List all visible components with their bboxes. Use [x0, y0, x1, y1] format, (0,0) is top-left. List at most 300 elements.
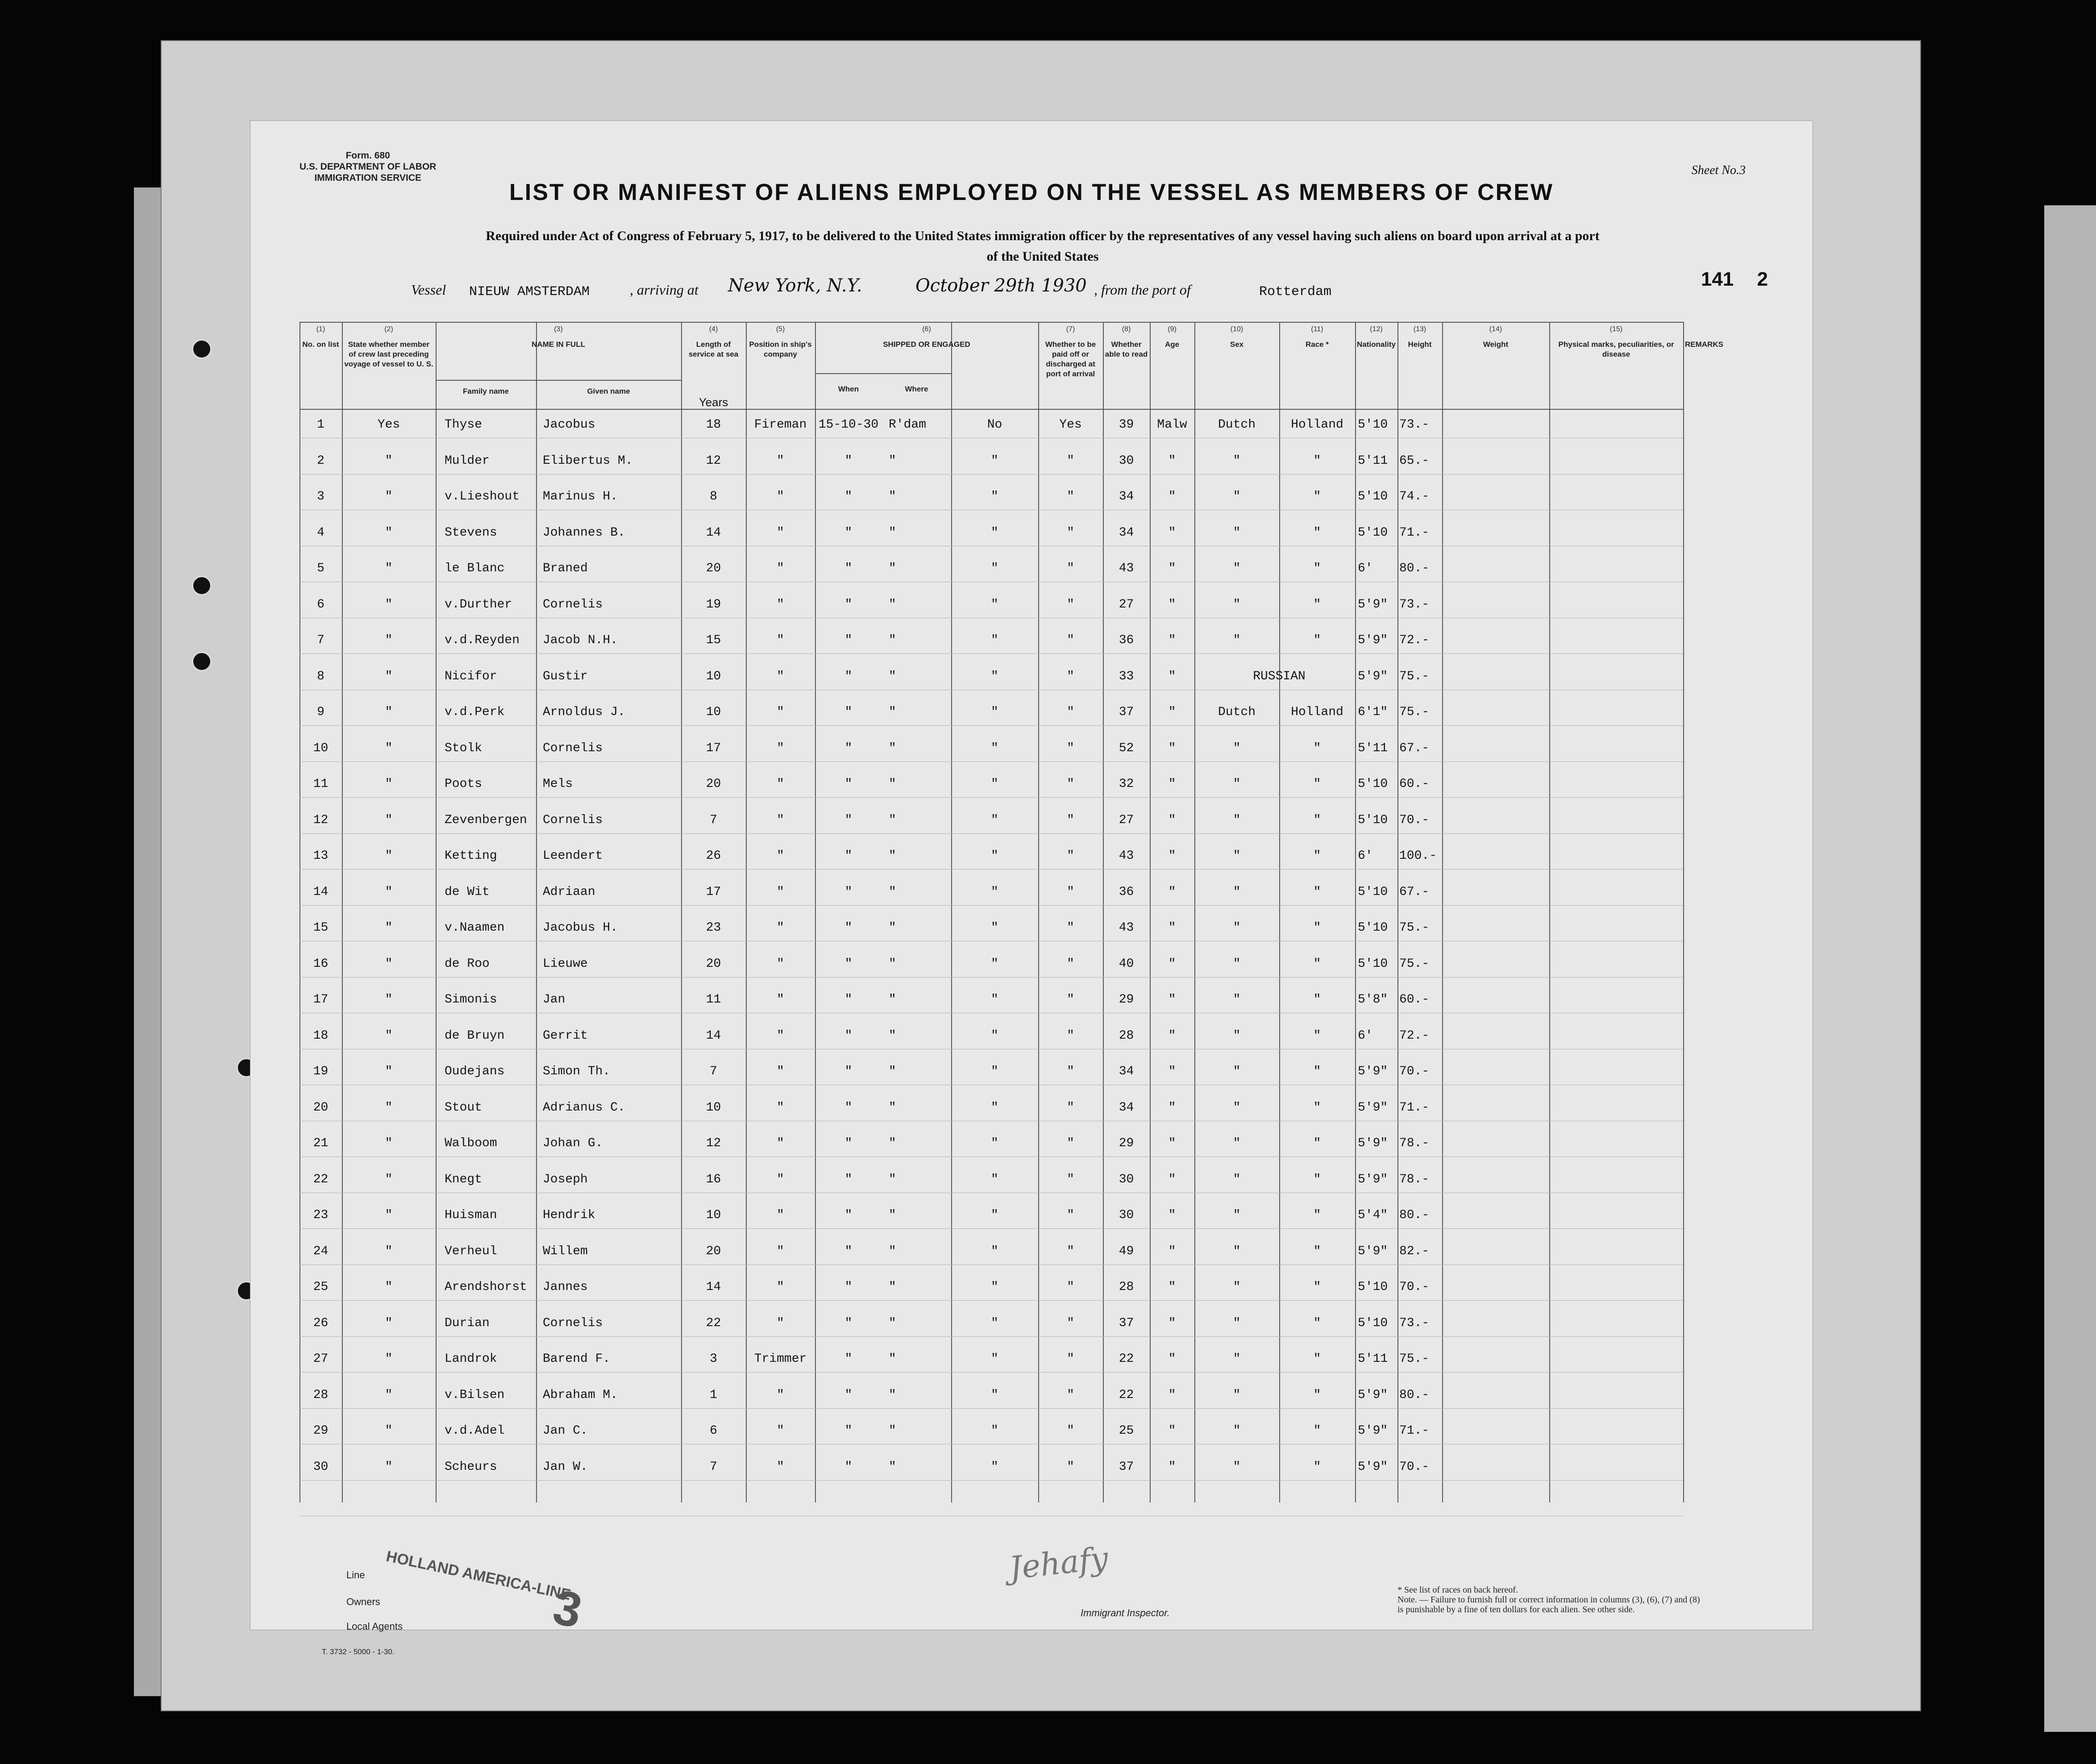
- cell-family: Landrok: [445, 1352, 497, 1366]
- cell-race: ": [1233, 597, 1241, 612]
- cell-sex: ": [1168, 597, 1176, 612]
- column-number: (9): [1168, 325, 1177, 333]
- cell-read: ": [1067, 1244, 1074, 1258]
- cell-no: 8: [317, 669, 324, 683]
- cell-weight: 60.-: [1399, 777, 1430, 791]
- cell-height: 5'10: [1358, 921, 1388, 935]
- cell-age: 32: [1119, 777, 1134, 791]
- cell-prev: Yes: [377, 418, 400, 432]
- cell-sex: ": [1168, 669, 1176, 683]
- cell-nat: ": [1313, 1208, 1321, 1222]
- cell-nat: ": [1313, 885, 1321, 899]
- cell-when: ": [844, 1352, 853, 1366]
- column-header: Whether able to read: [1105, 340, 1148, 358]
- cell-race: ": [1233, 1136, 1241, 1150]
- cell-family: v.d.Perk: [445, 705, 505, 719]
- column-header: Race *: [1306, 340, 1329, 349]
- cell-paid: No: [987, 418, 1002, 432]
- punch-hole: [192, 652, 212, 671]
- footnote-2: Note. — Failure to furnish full or correct information in columns (3), (6), (7) and (8): [1397, 1595, 1700, 1605]
- cell-read: ": [1067, 993, 1074, 1007]
- column-number: (6): [922, 325, 931, 333]
- cell-years: 26: [706, 849, 721, 863]
- cell-when: ": [844, 1388, 853, 1402]
- cell-nat: ": [1313, 1424, 1321, 1438]
- footnote: [1397, 1585, 1763, 1614]
- cell-prev: ": [385, 669, 393, 683]
- owners-label: Owners: [346, 1596, 380, 1607]
- cell-sex: ": [1168, 957, 1176, 971]
- cell-paid: ": [991, 1424, 998, 1438]
- column-header: SHIPPED OR ENGAGED: [883, 340, 970, 349]
- cell-where: ": [889, 1352, 896, 1366]
- cell-race: ": [1233, 453, 1241, 468]
- column-header: Position in ship's company: [749, 340, 812, 358]
- cell-weight: 70.-: [1399, 813, 1430, 827]
- cell-no: 21: [313, 1136, 329, 1150]
- cell-years: 20: [706, 1244, 721, 1258]
- cell-weight: 80.-: [1399, 562, 1430, 575]
- cell-where: ": [889, 1065, 896, 1078]
- column-number: (3): [554, 325, 563, 333]
- cell-years: 3: [710, 1352, 717, 1366]
- cell-no: 15: [313, 921, 329, 935]
- cell-sex: ": [1168, 741, 1176, 755]
- cell-sex: ": [1168, 1316, 1176, 1330]
- cell-weight: 78.-: [1399, 1172, 1430, 1186]
- cell-position: ": [777, 1065, 784, 1078]
- cell-nat: ": [1313, 957, 1321, 971]
- row-rule: [299, 1480, 1683, 1481]
- cell-when: ": [844, 957, 853, 971]
- cell-where: ": [889, 525, 896, 540]
- cell-given: Elibertus M.: [543, 453, 633, 468]
- cell-paid: ": [991, 957, 998, 971]
- column-number: (4): [709, 325, 718, 333]
- cell-sex: ": [1168, 705, 1176, 719]
- cell-when: ": [844, 849, 853, 863]
- cell-where: ": [889, 1388, 896, 1402]
- cell-age: 34: [1119, 525, 1134, 540]
- cell-height: 6': [1358, 849, 1373, 863]
- row-rule: [299, 905, 1683, 906]
- cell-when: ": [844, 741, 853, 755]
- column-number: (7): [1066, 325, 1075, 333]
- cell-when: ": [844, 490, 853, 503]
- cell-height: 5'10: [1358, 490, 1388, 503]
- cell-height: 5'10: [1358, 813, 1388, 827]
- cell-position: Trimmer: [754, 1352, 807, 1366]
- cell-given: Jacob N.H.: [543, 633, 618, 647]
- cell-nat: ": [1313, 921, 1321, 935]
- cell-family: Durian: [445, 1316, 490, 1330]
- sheet-mark: 3: [548, 1579, 587, 1639]
- cell-sex: ": [1168, 1028, 1176, 1043]
- cell-nat: ": [1313, 993, 1321, 1007]
- cell-weight: 73.-: [1399, 597, 1430, 612]
- cell-years: 20: [706, 957, 721, 971]
- cell-when: ": [844, 453, 853, 468]
- cell-read: ": [1067, 597, 1074, 612]
- cell-sex: ": [1168, 562, 1176, 575]
- cell-height: 5'11: [1358, 1352, 1388, 1366]
- cell-no: 25: [313, 1280, 329, 1294]
- cell-sex: ": [1168, 1352, 1176, 1366]
- cell-age: 36: [1119, 633, 1134, 647]
- subtitle-line-2: of the United States: [986, 249, 1099, 264]
- line-label: Line: [346, 1569, 365, 1581]
- cell-where: R'dam: [889, 418, 927, 432]
- cell-age: 36: [1119, 885, 1134, 899]
- cell-height: 5'9": [1358, 1172, 1388, 1186]
- from-port-label: , from the port of: [1094, 282, 1191, 298]
- local-agents-label: Local Agents: [346, 1621, 403, 1632]
- cell-weight: 65.-: [1399, 453, 1430, 468]
- cell-height: 5'9": [1358, 1100, 1388, 1115]
- cell-age: 43: [1119, 849, 1134, 863]
- cell-nat: ": [1313, 1172, 1321, 1186]
- cell-height: 5'11: [1358, 453, 1388, 468]
- cell-years: 14: [706, 1028, 721, 1043]
- cell-prev: ": [385, 849, 393, 863]
- sheet-number-label: Sheet No.3: [1691, 163, 1746, 177]
- cell-when: ": [844, 597, 853, 612]
- crew-table: [299, 322, 1723, 1639]
- cell-prev: ": [385, 1028, 393, 1043]
- column-header: REMARKS: [1685, 340, 1723, 349]
- cell-sex: ": [1168, 1388, 1176, 1402]
- cell-sex: ": [1168, 993, 1176, 1007]
- cell-race: ": [1233, 633, 1241, 647]
- cell-no: 6: [317, 597, 324, 612]
- cell-age: 29: [1119, 1136, 1134, 1150]
- cell-prev: ": [385, 453, 393, 468]
- cell-sex: ": [1168, 921, 1176, 935]
- cell-age: 30: [1119, 1172, 1134, 1186]
- cell-age: 37: [1119, 1316, 1134, 1330]
- cell-no: 16: [313, 957, 329, 971]
- cell-position: ": [777, 1388, 784, 1402]
- cell-family: Stout: [445, 1100, 482, 1115]
- cell-paid: ": [991, 885, 998, 899]
- column-header: No. on list: [302, 340, 339, 349]
- column-subheader: Where: [905, 385, 928, 393]
- cell-age: 22: [1119, 1352, 1134, 1366]
- column-rule: [436, 322, 437, 1502]
- cell-prev: ": [385, 1460, 393, 1474]
- cell-height: 5'9": [1358, 597, 1388, 612]
- cell-where: ": [889, 669, 896, 683]
- cell-sex: ": [1168, 1172, 1176, 1186]
- cell-height: 5'8": [1358, 993, 1388, 1007]
- arrival-date: October 29th 1930: [915, 275, 1087, 296]
- cell-nat: ": [1313, 1388, 1321, 1402]
- cell-years: 12: [706, 1136, 721, 1150]
- column-number: (15): [1609, 325, 1623, 333]
- column-number: (13): [1413, 325, 1426, 333]
- cell-years: 10: [706, 1100, 721, 1115]
- cell-prev: ": [385, 1100, 393, 1115]
- cell-family: de Roo: [445, 957, 490, 971]
- cell-when: ": [844, 1136, 853, 1150]
- holland-america-stamp: HOLLAND AMERICA-LINE: [384, 1548, 573, 1604]
- cell-when: ": [844, 921, 853, 935]
- cell-years: 22: [706, 1316, 721, 1330]
- cell-nat: ": [1313, 1352, 1321, 1366]
- cell-sex: ": [1168, 1460, 1176, 1474]
- cell-given: Jan C.: [543, 1424, 588, 1438]
- column-number: (5): [776, 325, 785, 333]
- cell-paid: ": [991, 705, 998, 719]
- cell-race: ": [1233, 1028, 1241, 1043]
- cell-no: 13: [313, 849, 329, 863]
- cell-sex: ": [1168, 1280, 1176, 1294]
- cell-when: ": [844, 1208, 853, 1222]
- from-port: Rotterdam: [1259, 284, 1332, 300]
- cell-paid: ": [991, 1316, 998, 1330]
- cell-height: 5'9": [1358, 1244, 1388, 1258]
- cell-weight: 72.-: [1399, 1028, 1430, 1043]
- cell-paid: ": [991, 453, 998, 468]
- cell-age: 33: [1119, 669, 1134, 683]
- cell-read: ": [1067, 1352, 1074, 1366]
- cell-when: ": [844, 993, 853, 1007]
- cell-when: ": [844, 777, 853, 791]
- cell-sex: ": [1168, 1208, 1176, 1222]
- column-header: Weight: [1483, 340, 1509, 349]
- cell-years: 23: [706, 921, 721, 935]
- cell-age: 34: [1119, 490, 1134, 503]
- cell-paid: ": [991, 1208, 998, 1222]
- cell-paid: ": [991, 562, 998, 575]
- service-label: IMMIGRATION SERVICE: [314, 173, 422, 183]
- cell-where: ": [889, 1172, 896, 1186]
- cell-when: ": [844, 1100, 853, 1115]
- cell-given: Jan: [543, 993, 566, 1007]
- cell-height: 5'10: [1358, 1316, 1388, 1330]
- cell-height: 6'1": [1358, 705, 1388, 719]
- column-rule: [1397, 322, 1398, 1502]
- cell-years: 19: [706, 597, 721, 612]
- column-header: Nationality: [1357, 340, 1396, 349]
- cell-race: ": [1233, 490, 1241, 503]
- cell-where: ": [889, 633, 896, 647]
- manifest-subtitle: [362, 226, 1723, 267]
- cell-weight: 75.-: [1399, 669, 1430, 683]
- cell-family: Knegt: [445, 1172, 482, 1186]
- column-number: (14): [1489, 325, 1502, 333]
- cell-sex: ": [1168, 885, 1176, 899]
- cell-weight: 74.-: [1399, 490, 1430, 503]
- cell-when: ": [844, 813, 853, 827]
- cell-when: ": [844, 1065, 853, 1078]
- cell-read: ": [1067, 813, 1074, 827]
- column-number: (1): [316, 325, 325, 333]
- cell-given: Joseph: [543, 1172, 588, 1186]
- cell-given: Cornelis: [543, 741, 603, 755]
- cell-family: Thyse: [445, 418, 482, 432]
- cell-paid: ": [991, 1136, 998, 1150]
- cell-nat: ": [1313, 453, 1321, 468]
- cell-paid: ": [991, 741, 998, 755]
- cell-no: 7: [317, 633, 324, 647]
- cell-sex: ": [1168, 1136, 1176, 1150]
- cell-nat: ": [1313, 1065, 1321, 1078]
- cell-weight: 78.-: [1399, 1136, 1430, 1150]
- cell-years: 12: [706, 453, 721, 468]
- cell-height: 5'10: [1358, 777, 1388, 791]
- column-rule: [1442, 322, 1443, 1502]
- cell-where: ": [889, 957, 896, 971]
- cell-race: ": [1233, 885, 1241, 899]
- cell-age: 43: [1119, 562, 1134, 575]
- cell-paid: ": [991, 1280, 998, 1294]
- cell-race: ": [1233, 525, 1241, 540]
- cell-prev: ": [385, 1280, 393, 1294]
- cell-years: 14: [706, 1280, 721, 1294]
- cell-read: Yes: [1059, 418, 1082, 432]
- cell-position: ": [777, 957, 784, 971]
- column-header: Age: [1164, 340, 1180, 349]
- form-label: [299, 150, 436, 183]
- cell-no: 24: [313, 1244, 329, 1258]
- cell-no: 1: [317, 418, 324, 432]
- cell-years: 10: [706, 705, 721, 719]
- row-rule: [299, 977, 1683, 978]
- cell-age: 28: [1119, 1280, 1134, 1294]
- row-rule: [299, 725, 1683, 726]
- cell-position: ": [777, 777, 784, 791]
- cell-sex: ": [1168, 453, 1176, 468]
- cell-prev: ": [385, 490, 393, 503]
- cell-weight: 70.-: [1399, 1460, 1430, 1474]
- cell-family: Oudejans: [445, 1065, 505, 1078]
- cell-position: ": [777, 1028, 784, 1043]
- row-rule: [299, 1408, 1683, 1409]
- cell-prev: ": [385, 885, 393, 899]
- cell-paid: ": [991, 669, 998, 683]
- cell-read: ": [1067, 562, 1074, 575]
- cell-nat: ": [1313, 849, 1321, 863]
- vessel-label: Vessel: [411, 282, 446, 298]
- inspector-label: Immigrant Inspector.: [1081, 1607, 1170, 1618]
- cell-prev: ": [385, 1352, 393, 1366]
- column-subheader: When: [838, 385, 859, 393]
- cell-prev: ": [385, 1316, 393, 1330]
- cell-prev: ": [385, 1244, 393, 1258]
- cell-nat: Holland: [1291, 705, 1343, 719]
- cell-paid: ": [991, 993, 998, 1007]
- cell-paid: ": [991, 1388, 998, 1402]
- inspector-signature: Jehafy: [1007, 1539, 1110, 1587]
- cell-where: ": [889, 490, 896, 503]
- cell-years: 11: [706, 993, 721, 1007]
- cell-race: ": [1233, 1352, 1241, 1366]
- cell-age: 34: [1119, 1065, 1134, 1078]
- cell-weight: 72.-: [1399, 633, 1430, 647]
- cell-paid: ": [991, 490, 998, 503]
- column-subheader: Given name: [587, 387, 630, 395]
- cell-where: ": [889, 1028, 896, 1043]
- cell-age: 34: [1119, 1100, 1134, 1115]
- cell-paid: ": [991, 813, 998, 827]
- subtitle-line-1: Required under Act of Congress of February 5, 1917, to be delivered to the United States immigration officer by the representatives of any vessel having such aliens on board upon arrival at a port: [486, 229, 1600, 243]
- cell-race: Dutch: [1218, 418, 1256, 432]
- name-sub-rule: [436, 380, 681, 381]
- cell-family: Stolk: [445, 741, 482, 755]
- cell-family: Arendshorst: [445, 1280, 527, 1294]
- cell-read: ": [1067, 1316, 1074, 1330]
- cell-weight: 80.-: [1399, 1208, 1430, 1222]
- cell-read: ": [1067, 741, 1074, 755]
- cell-position: ": [777, 490, 784, 503]
- cell-given: Jannes: [543, 1280, 588, 1294]
- cell-race: ": [1233, 1208, 1241, 1222]
- column-rule: [1549, 322, 1550, 1502]
- cell-family: le Blanc: [445, 562, 505, 575]
- cell-age: 30: [1119, 1208, 1134, 1222]
- cell-position: ": [777, 1424, 784, 1438]
- cell-sex: ": [1168, 1065, 1176, 1078]
- cell-prev: ": [385, 562, 393, 575]
- cell-where: ": [889, 813, 896, 827]
- cell-read: ": [1067, 453, 1074, 468]
- cell-weight: 70.-: [1399, 1065, 1430, 1078]
- cell-no: 12: [313, 813, 329, 827]
- cell-height: 6': [1358, 562, 1373, 575]
- cell-given: Arnoldus J.: [543, 705, 625, 719]
- cell-family: Huisman: [445, 1208, 497, 1222]
- cell-age: 52: [1119, 741, 1134, 755]
- cell-given: Braned: [543, 562, 588, 575]
- cell-position: ": [777, 453, 784, 468]
- cell-family: v.Naamen: [445, 921, 505, 935]
- cell-years: 7: [710, 813, 717, 827]
- cell-read: ": [1067, 777, 1074, 791]
- cell-given: Gustir: [543, 669, 588, 683]
- cell-where: ": [889, 1244, 896, 1258]
- cell-read: ": [1067, 1280, 1074, 1294]
- cell-given: Jacobus: [543, 418, 595, 432]
- cell-sex: ": [1168, 633, 1176, 647]
- cell-years: 1: [710, 1388, 717, 1402]
- cell-prev: ": [385, 1208, 393, 1222]
- cell-sex: ": [1168, 1100, 1176, 1115]
- cell-nat: ": [1313, 777, 1321, 791]
- cell-where: ": [889, 885, 896, 899]
- cell-years: 7: [710, 1460, 717, 1474]
- cell-height: 5'9": [1358, 1065, 1388, 1078]
- cell-nat: ": [1313, 1316, 1321, 1330]
- cell-race: ": [1233, 1100, 1241, 1115]
- cell-read: ": [1067, 669, 1074, 683]
- cell-race: ": [1233, 1316, 1241, 1330]
- column-header: Height: [1408, 340, 1432, 349]
- cell-where: ": [889, 1316, 896, 1330]
- cell-height: 5'9": [1358, 1424, 1388, 1438]
- cell-family: Poots: [445, 777, 482, 791]
- cell-height: 5'10: [1358, 418, 1388, 432]
- cell-height: 5'9": [1358, 669, 1388, 683]
- cell-age: 22: [1119, 1388, 1134, 1402]
- cell-weight: 100.-: [1399, 849, 1437, 863]
- cell-paid: ": [991, 597, 998, 612]
- cell-when: ": [844, 633, 853, 647]
- cell-no: 27: [313, 1352, 329, 1366]
- cell-nat: ": [1313, 562, 1321, 575]
- cell-read: ": [1067, 1172, 1074, 1186]
- cell-read: ": [1067, 1424, 1074, 1438]
